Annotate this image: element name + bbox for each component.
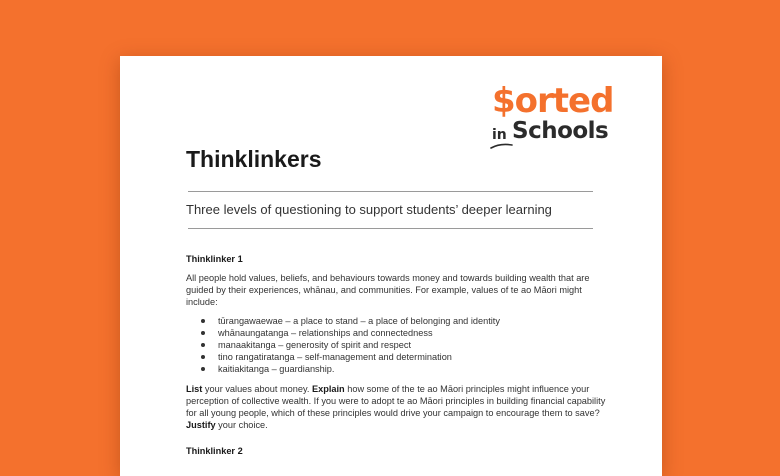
- bullet-icon: [201, 343, 205, 347]
- list-item-text: whānaungatanga – relationships and connectedness: [218, 328, 433, 338]
- section-heading-thinklinker-1: Thinklinker 1: [186, 254, 243, 264]
- bullet-icon: [201, 331, 205, 335]
- intro-paragraph: All people hold values, beliefs, and behaviours towards money and towards building wealth that are guided by their experiences, whānau, and communities. For example, values of te ao Māori might include:: [186, 273, 590, 307]
- page-subtitle: Three levels of questioning to support students’ deeper learning: [186, 202, 552, 217]
- logo-schools-text: Schools: [512, 118, 609, 144]
- bullet-icon: [201, 319, 205, 323]
- list-item-text: tūrangawaewae – a place to stand – a place of belonging and identity: [218, 316, 500, 326]
- values-list: [186, 315, 606, 375]
- title-divider-bottom: [188, 228, 593, 229]
- logo-swoosh-icon: [490, 142, 514, 150]
- sorted-in-schools-logo: [490, 81, 620, 154]
- list-item: [186, 315, 606, 327]
- section-heading-thinklinker-2: Thinklinker 2: [186, 446, 243, 456]
- task-text-2: how some of the te ao Māori principles might influence your perception of collective wealth. If you were to adopt te ao Māori principles in building financial capability for all young people, which of these principles would drive your campaign to encourage them to save?: [186, 384, 606, 418]
- list-item-text: tino rangatiratanga – self-management and determination: [218, 352, 452, 362]
- task-keyword-justify: Justify: [186, 420, 216, 430]
- list-item: [186, 327, 606, 339]
- bullet-icon: [201, 355, 205, 359]
- task-text-1: your values about money.: [202, 384, 312, 394]
- title-divider-top: [188, 191, 593, 192]
- logo-sorted-text: $orted: [492, 81, 614, 121]
- list-item: [186, 351, 606, 363]
- list-item: [186, 363, 606, 375]
- logo-in-text: in: [492, 127, 507, 143]
- task-text-3: your choice.: [215, 420, 268, 430]
- bullet-icon: [201, 367, 205, 371]
- document-body: [186, 253, 606, 464]
- document-page: [120, 56, 662, 476]
- task-keyword-list: List: [186, 384, 203, 394]
- task-paragraph: [186, 383, 606, 431]
- list-item-text: kaitiakitanga – guardianship.: [218, 364, 335, 374]
- task-keyword-explain: Explain: [311, 384, 345, 394]
- page-title: Thinklinkers: [186, 146, 322, 172]
- list-item: [186, 339, 606, 351]
- list-item-text: manaakitanga – generosity of spirit and respect: [218, 340, 412, 350]
